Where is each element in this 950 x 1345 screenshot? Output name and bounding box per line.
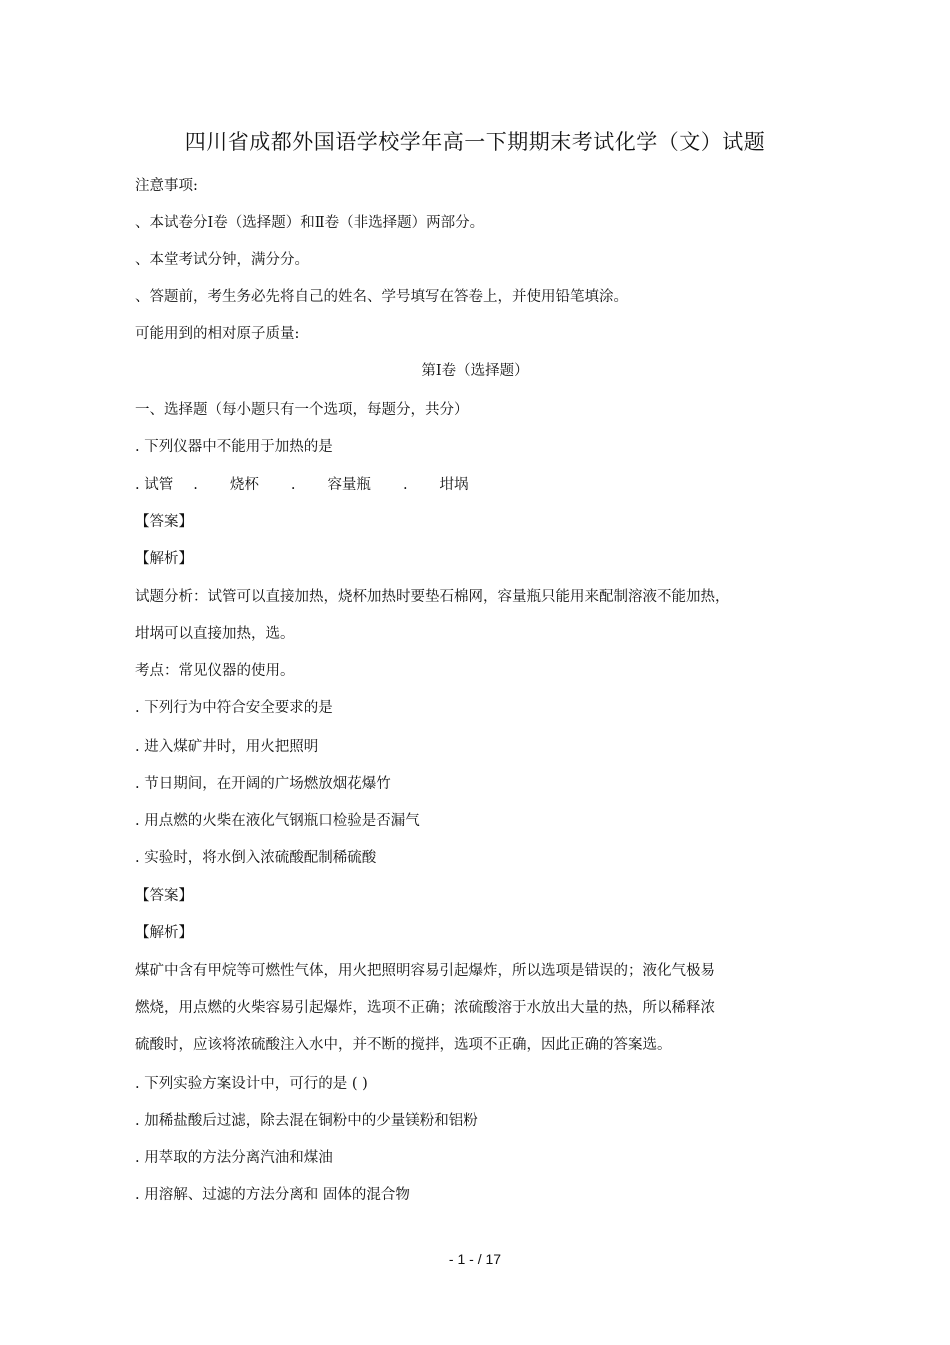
question-1-analysis-line: 试题分析：试管可以直接加热，烧杯加热时要垫石棉网，容量瓶只能用来配制溶液不能加热，	[135, 589, 730, 605]
question-2-option: . 用点燃的火柴在液化气钢瓶口检验是否漏气	[135, 813, 420, 829]
page-indicator: - 1 - / 17	[448, 1251, 502, 1267]
part-heading: 一、选择题（每小题只有一个选项，每题分，共分）	[135, 402, 469, 418]
notice-heading: 注意事项:	[135, 178, 198, 194]
option-b-marker: .	[193, 477, 198, 493]
question-1-kaodian: 考点：常见仪器的使用。	[135, 663, 295, 679]
option-c: 容量瓶	[327, 477, 371, 493]
question-1-answer-label: 【答案】	[135, 514, 193, 530]
notice-item-1: 、本试卷分Ⅰ卷（选择题）和Ⅱ卷（非选择题）两部分。	[135, 215, 485, 231]
question-2-analysis-line: 煤矿中含有甲烷等可燃性气体，用火把照明容易引起爆炸，所以选项是错误的；液化气极易	[135, 963, 715, 979]
question-1-options	[135, 475, 469, 495]
question-3-option: . 用萃取的方法分离汽油和煤油	[135, 1150, 333, 1166]
question-2-option: . 实验时，将水倒入浓硫酸配制稀硫酸	[135, 850, 377, 866]
option-d: 坩埚	[439, 477, 469, 493]
question-3-stem: . 下列实验方案设计中，可行的是 ( )	[135, 1076, 368, 1092]
question-2-option: . 节日期间，在开阔的广场燃放烟花爆竹	[135, 776, 391, 792]
question-3-option: . 加稀盐酸后过滤，除去混在铜粉中的少量镁粉和铝粉	[135, 1113, 478, 1129]
question-2-analysis-line: 硫酸时，应该将浓硫酸注入水中，并不断的搅拌，选项不正确，因此正确的答案选。	[135, 1037, 672, 1053]
question-2-option: . 进入煤矿井时，用火把照明	[135, 739, 319, 755]
question-1-analysis-line: 坩埚可以直接加热，选。	[135, 626, 295, 642]
question-2-stem: . 下列行为中符合安全要求的是	[135, 700, 333, 716]
notice-item-2: 、本堂考试分钟，满分分。	[135, 252, 309, 268]
question-1-stem: . 下列仪器中不能用于加热的是	[135, 439, 333, 455]
option-c-marker: .	[290, 477, 296, 493]
question-1-analysis-label: 【解析】	[135, 551, 193, 567]
question-2-analysis-line: 燃烧，用点燃的火柴容易引起爆炸，选项不正确；浓硫酸溶于水放出大量的热，所以稀释浓	[135, 1000, 715, 1016]
section-title: 第Ⅰ卷（选择题）	[421, 363, 529, 379]
document-title: 四川省成都外国语学校学年高一下期期末考试化学（文）试题	[184, 130, 766, 154]
option-a: . 试管	[135, 477, 174, 493]
option-d-marker: .	[402, 477, 408, 493]
option-b: 烧杯	[229, 477, 259, 493]
question-3-option: . 用溶解、过滤的方法分离和 固体的混合物	[135, 1187, 410, 1203]
atomic-mass-line: 可能用到的相对原子质量:	[135, 326, 300, 342]
question-2-analysis-label: 【解析】	[135, 925, 193, 941]
question-2-answer-label: 【答案】	[135, 888, 193, 904]
notice-item-3: 、答题前，考生务必先将自己的姓名、学号填写在答卷上，并使用铅笔填涂。	[135, 289, 628, 305]
